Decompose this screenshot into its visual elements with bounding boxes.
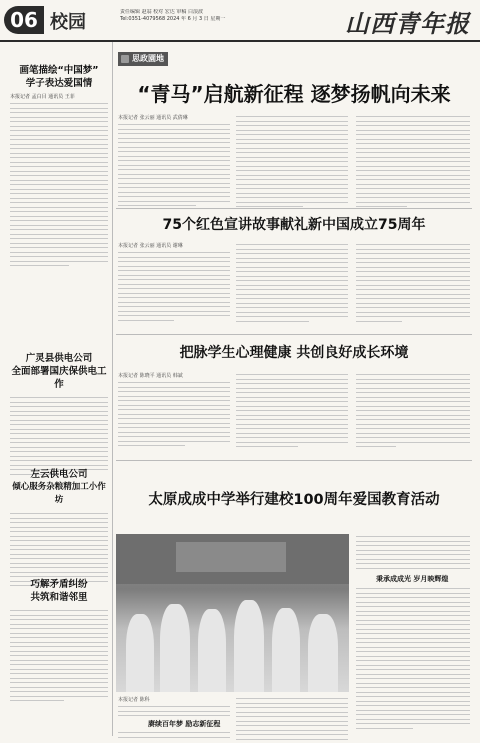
article-body-column [118, 382, 230, 450]
section-title: 校园 [50, 12, 86, 33]
article-separator [116, 334, 472, 335]
sidebar-article-body [10, 610, 108, 701]
paper-logo: 山西青年报 [345, 9, 470, 38]
sidebar-article-title: 广灵县供电公司 [25, 353, 93, 364]
column-divider [112, 42, 113, 736]
page-number: 06 [4, 6, 44, 34]
article-headline: “青马”启航新征程 逐梦扬帆向未来 [137, 82, 451, 106]
article-subhead: 赓续百年梦 励志新征程 [148, 720, 221, 728]
article-body-column [236, 374, 348, 451]
masthead-info [120, 9, 300, 23]
article-body-column [118, 732, 230, 741]
editor-line: 责任编辑 赵翁 校对 宏达 审稿 白浪波 [120, 9, 203, 15]
article-body-column [118, 124, 230, 210]
sidebar-article-title: 左云供电公司 [30, 469, 88, 480]
article-separator [116, 460, 472, 461]
article-body-column [356, 116, 470, 211]
article-byline: 本报记者 张云丽 通讯员 武倩琳 [118, 115, 188, 121]
article-headline: 太原成成中学举行建校100周年爱国教育活动 [148, 492, 440, 508]
masthead [0, 0, 480, 42]
sidebar-article-subtitle: 共筑和谐邻里 [30, 592, 88, 603]
event-photo [116, 534, 349, 692]
article-headline: 把脉学生心理健康 共创良好成长环境 [179, 345, 409, 361]
sidebar-article-subtitle: 倾心服务杂粮精加工小作坊 [12, 482, 106, 505]
sidebar-article-body [10, 513, 108, 586]
article-byline: 本报记者 陈科 [118, 697, 150, 703]
article-body-column [236, 116, 348, 211]
article-body-column [356, 588, 470, 732]
article-body-column [236, 244, 348, 325]
sidebar-article-subtitle: 全面部署国庆保供电工作 [11, 366, 107, 390]
contact-date-line: Tel:0351-4079568 2024 年 6 月 3 日 星期一 [120, 16, 226, 22]
sidebar-article-subtitle: 学子表达爱国情 [25, 78, 93, 89]
sidebar-article-title: 画笔描绘“中国梦” [19, 65, 99, 76]
sidebar-article [10, 578, 108, 705]
sidebar-article-body [10, 103, 108, 266]
sidebar-article [10, 64, 108, 270]
article-subhead: 秉承成成光 岁月映辉煌 [376, 575, 449, 583]
article-body-column [356, 244, 470, 325]
sidebar-article-title: 巧解矛盾纠纷 [30, 579, 88, 590]
article-byline: 本报记者 陈晓平 通讯员 韩斌 [118, 373, 183, 379]
article-body-column [356, 374, 470, 451]
sidebar-article [10, 468, 108, 590]
article-byline: 本报记者 张云丽 通讯员 谢琳 [118, 243, 183, 249]
article-headline: 75个红色宣讲故事献礼新中国成立75周年 [162, 217, 426, 233]
sidebar-article [10, 352, 108, 478]
sidebar-article-body [10, 397, 108, 475]
sidebar-article-byline: 本报记者 孟白目 通讯员 王菲 [10, 94, 75, 100]
article-body-column [118, 706, 230, 720]
article-body-column [118, 252, 230, 324]
article-body-column [356, 536, 470, 572]
article-body-column [236, 698, 348, 743]
section-tag: 思政園地 [118, 52, 168, 66]
article-separator [116, 208, 472, 209]
